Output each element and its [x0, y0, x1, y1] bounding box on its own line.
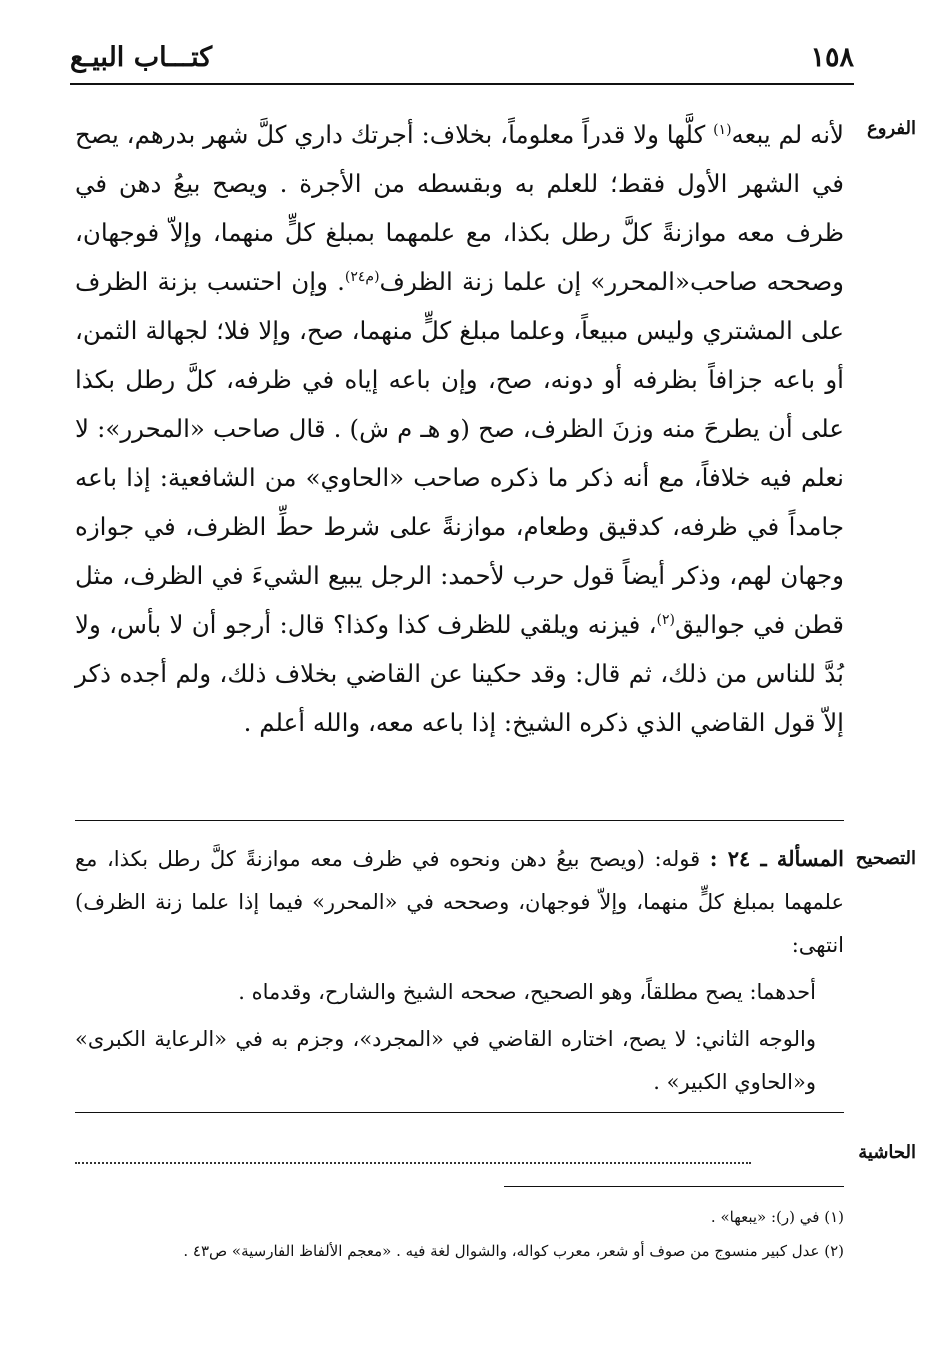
- footnote-2: (٢) عدل كبير منسوج من صوف أو شعر، معرب كواله، والشوال لغة فيه . «معجم الألفاظ الفارسية» ص٤٣ .: [183, 1242, 844, 1260]
- footnotes: [75, 1200, 844, 1268]
- tashih-paragraph-2: أحدهما: يصح مطلقاً، وهو الصحيح، صححه الشيخ والشارح، وقدماه .: [238, 980, 816, 1004]
- tashih-heading: المسألة ـ ٢٤ :: [709, 846, 844, 871]
- page-number: ١٥٨: [810, 42, 854, 73]
- main-text-part-4: ، فيزنه ويلقي للظرف كذا وكذا؟ قال: أرجو أن لا بأس، ولا بُدَّ للناس من ذلك، ثم قال: وقد حكينا عن القاضي بخلاف ذلك، ولم أجده ذكر إلاّ قول القاضي الذي ذكره الشيخ: إذا باعه معه، والله أعلم .: [75, 610, 844, 737]
- main-text-part-1: لأنه لم يبعه: [731, 120, 844, 149]
- page-header: [70, 38, 854, 78]
- tashih-marker[interactable]: (م٢٤): [344, 268, 380, 285]
- main-text-part-2: كلَّها ولا قدراً معلوماً، بخلاف: أجرتك داري كلَّ شهر بدرهم، يصح في الشهر الأول فقط؛ للعلم به وبقسطه من الأجرة . ويصح بيعُ دهن في ظرف معه موازنةً كلَّ رطل بكذا، مع علمهما بمبلغ كلٍّ منهما، وإلاّ فوجهان، وصححه صاحب«المحرر» إن علما زنة الظرف: [75, 120, 845, 296]
- hashiya-dotted-line: [75, 1162, 751, 1164]
- section-rule-top: [75, 820, 844, 821]
- main-text-furu: [75, 110, 844, 747]
- tashih-text-1: قوله: (ويصح بيعُ دهن ونحوه في ظرف معه موازنةً كلَّ رطل بكذا، مع علمهما بمبلغ كلٍّ منهما، وإلاّ فوجهان، وصححه في «المحرر» فيما إذا علما زنة الظرف) انتهى:: [75, 847, 844, 957]
- main-text-part-3: . وإن احتسب بزنة الظرف على المشتري وليس مبيعاً، وعلما مبلغ كلٍّ منهما، صح، وإلا فلا؛ لجهالة الثمن، أو باعه جزافاً بظرفه أو دونه، صح، وإن باعه إياه في ظرفه، كلَّ رطل بكذا على أن يطرحَ منه وزنَ الظرف، صح (و هـ م ش) . قال صاحب «المحرر»: لا نعلم فيه خلافاً، مع أنه ذكر ما ذكره صاحب «الحاوي» من الشافعية: إذا باعه جامداً في ظرفه، كدقيق وطعام، موازنةً على شرط حطِّ الظرف، في جوازه وجهان لهم، وذكر أيضاً قول حرب لأحمد: الرجل يبيع الشيءَ في الظرف، مثل قطن في جواليق: [75, 267, 844, 639]
- footnote-1: (١) في (ر): «يبعها» .: [710, 1208, 844, 1226]
- running-title: كتـــاب البيـع: [70, 42, 213, 73]
- side-label-tashih: التصحيح: [855, 848, 916, 869]
- footnote-marker-1[interactable]: (١): [713, 121, 732, 138]
- tashih-paragraph-1: [75, 837, 844, 967]
- tashih-section: [75, 837, 844, 1104]
- header-rule: [70, 83, 854, 85]
- tashih-paragraph-3: والوجه الثاني: لا يصح، اختاره القاضي في «المجرد»، وجزم به في «الرعاية الكبرى» و«الحاوي الكبير» .: [75, 1027, 816, 1094]
- side-label-hashiya: الحاشية: [858, 1142, 916, 1163]
- footnote-rule: [504, 1186, 844, 1187]
- section-rule-bottom: [75, 1112, 844, 1113]
- side-label-furu: الفروع: [867, 118, 916, 139]
- footnote-marker-2[interactable]: (٢): [656, 611, 675, 628]
